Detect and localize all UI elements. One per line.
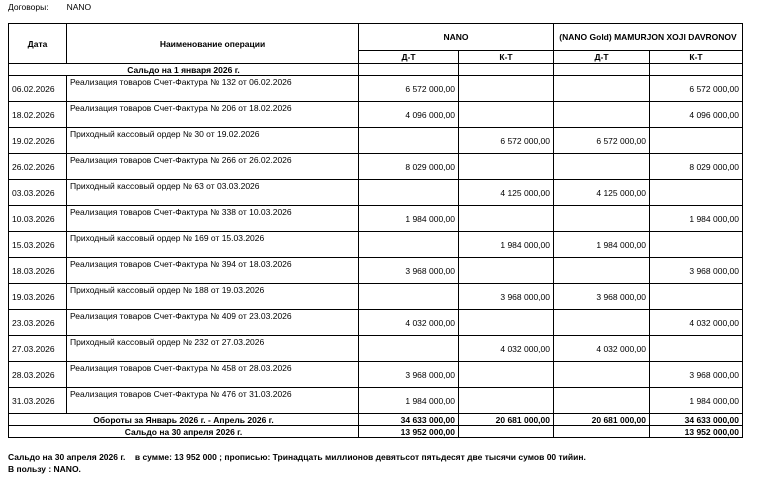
opening-d2 <box>554 64 650 76</box>
row-date: 19.03.2026 <box>9 284 67 310</box>
table-row <box>9 206 743 232</box>
row-party2-debit: 4 125 000,00 <box>554 180 650 206</box>
row-party2-debit <box>554 258 650 284</box>
row-date: 31.03.2026 <box>9 388 67 414</box>
row-party1-credit <box>459 154 554 180</box>
row-operation: Приходный кассовый ордер № 30 от 19.02.2026 <box>67 128 359 154</box>
row-party2-debit <box>554 76 650 102</box>
row-party2-debit <box>554 206 650 232</box>
table-row <box>9 388 743 414</box>
row-party2-credit: 6 572 000,00 <box>650 76 743 102</box>
table-row <box>9 128 743 154</box>
table-row <box>9 180 743 206</box>
row-party2-credit: 1 984 000,00 <box>650 206 743 232</box>
row-operation: Приходный кассовый ордер № 63 от 03.03.2026 <box>67 180 359 206</box>
turnover-c2: 34 633 000,00 <box>650 414 743 426</box>
row-party1-credit <box>459 76 554 102</box>
turnover-row <box>9 414 743 426</box>
row-party2-credit <box>650 284 743 310</box>
row-party2-credit <box>650 232 743 258</box>
row-operation: Реализация товаров Счет-Фактура № 476 от 31.03.2026 <box>67 388 359 414</box>
row-party2-debit: 6 572 000,00 <box>554 128 650 154</box>
row-operation: Приходный кассовый ордер № 169 от 15.03.2026 <box>67 232 359 258</box>
table-row <box>9 336 743 362</box>
table-row <box>9 362 743 388</box>
row-date: 23.03.2026 <box>9 310 67 336</box>
table-row <box>9 102 743 128</box>
opening-balance-row <box>9 64 743 76</box>
reconciliation-table <box>8 23 743 438</box>
row-party1-debit: 8 029 000,00 <box>359 154 459 180</box>
row-party2-debit: 4 032 000,00 <box>554 336 650 362</box>
col-party1-credit: К-Т <box>459 51 554 64</box>
row-operation: Реализация товаров Счет-Фактура № 409 от 23.03.2026 <box>67 310 359 336</box>
row-party1-credit: 4 125 000,00 <box>459 180 554 206</box>
row-date: 06.02.2026 <box>9 76 67 102</box>
row-party2-debit <box>554 362 650 388</box>
col-party1-header: NANO <box>359 24 554 51</box>
closing-d1: 13 952 000,00 <box>359 426 459 438</box>
row-party1-debit <box>359 128 459 154</box>
row-date: 03.03.2026 <box>9 180 67 206</box>
row-party1-debit: 4 096 000,00 <box>359 102 459 128</box>
col-operation-header: Наименование операции <box>67 24 359 64</box>
row-party2-credit <box>650 336 743 362</box>
row-party1-debit: 3 968 000,00 <box>359 258 459 284</box>
row-party1-credit <box>459 362 554 388</box>
row-party2-credit: 1 984 000,00 <box>650 388 743 414</box>
row-party2-debit <box>554 102 650 128</box>
row-date: 18.03.2026 <box>9 258 67 284</box>
row-operation: Приходный кассовый ордер № 232 от 27.03.2026 <box>67 336 359 362</box>
closing-c2: 13 952 000,00 <box>650 426 743 438</box>
table-row <box>9 232 743 258</box>
row-operation: Приходный кассовый ордер № 188 от 19.03.2026 <box>67 284 359 310</box>
summary-line: Сальдо на 30 апреля 2026 г. в сумме: 13 952 000 ; прописью: Тринадцать миллионов девятьсот пятьдесят две тысячи сумов 00 тийин. <box>8 452 586 462</box>
col-party2-debit: Д-Т <box>554 51 650 64</box>
turnover-d1: 34 633 000,00 <box>359 414 459 426</box>
row-party2-credit: 4 096 000,00 <box>650 102 743 128</box>
row-party2-debit: 3 968 000,00 <box>554 284 650 310</box>
row-party2-credit <box>650 180 743 206</box>
row-party1-debit: 1 984 000,00 <box>359 388 459 414</box>
closing-label: Сальдо на 30 апреля 2026 г. <box>9 426 359 438</box>
row-party1-debit <box>359 180 459 206</box>
row-party2-debit <box>554 310 650 336</box>
table-row <box>9 154 743 180</box>
row-date: 15.03.2026 <box>9 232 67 258</box>
row-date: 10.03.2026 <box>9 206 67 232</box>
row-operation: Реализация товаров Счет-Фактура № 458 от 28.03.2026 <box>67 362 359 388</box>
row-party1-credit: 1 984 000,00 <box>459 232 554 258</box>
col-party1-debit: Д-Т <box>359 51 459 64</box>
opening-balance-label: Сальдо на 1 января 2026 г. <box>9 64 359 76</box>
row-party2-debit <box>554 388 650 414</box>
summary-footer <box>8 451 586 475</box>
in-favor-line: В пользу : NANO. <box>8 464 81 474</box>
row-operation: Реализация товаров Счет-Фактура № 338 от 10.03.2026 <box>67 206 359 232</box>
row-party1-credit <box>459 388 554 414</box>
closing-balance-row <box>9 426 743 438</box>
contracts-value: NANO <box>66 2 92 12</box>
opening-d1 <box>359 64 459 76</box>
row-operation: Реализация товаров Счет-Фактура № 132 от 06.02.2026 <box>67 76 359 102</box>
closing-d2 <box>554 426 650 438</box>
turnover-d2: 20 681 000,00 <box>554 414 650 426</box>
row-date: 28.03.2026 <box>9 362 67 388</box>
row-party1-credit <box>459 206 554 232</box>
row-party1-debit: 1 984 000,00 <box>359 206 459 232</box>
row-party1-debit <box>359 284 459 310</box>
row-party1-debit <box>359 232 459 258</box>
row-party2-credit <box>650 128 743 154</box>
closing-c1 <box>459 426 554 438</box>
row-party1-debit: 3 968 000,00 <box>359 362 459 388</box>
row-party2-credit: 8 029 000,00 <box>650 154 743 180</box>
opening-c2 <box>650 64 743 76</box>
row-party2-debit: 1 984 000,00 <box>554 232 650 258</box>
opening-c1 <box>459 64 554 76</box>
contracts-header <box>8 2 91 12</box>
row-party1-debit: 6 572 000,00 <box>359 76 459 102</box>
turnover-c1: 20 681 000,00 <box>459 414 554 426</box>
row-party1-credit: 3 968 000,00 <box>459 284 554 310</box>
row-operation: Реализация товаров Счет-Фактура № 266 от 26.02.2026 <box>67 154 359 180</box>
row-date: 19.02.2026 <box>9 128 67 154</box>
row-party2-debit <box>554 154 650 180</box>
row-party2-credit: 3 968 000,00 <box>650 258 743 284</box>
row-party1-debit <box>359 336 459 362</box>
table-row <box>9 258 743 284</box>
contracts-label: Договоры: <box>8 2 49 12</box>
col-party2-credit: К-Т <box>650 51 743 64</box>
row-operation: Реализация товаров Счет-Фактура № 206 от 18.02.2026 <box>67 102 359 128</box>
turnover-label: Обороты за Январь 2026 г. - Апрель 2026 г. <box>9 414 359 426</box>
row-party2-credit: 3 968 000,00 <box>650 362 743 388</box>
row-party1-credit <box>459 258 554 284</box>
row-date: 27.03.2026 <box>9 336 67 362</box>
row-party1-credit <box>459 310 554 336</box>
table-row <box>9 310 743 336</box>
row-party1-credit: 6 572 000,00 <box>459 128 554 154</box>
row-date: 18.02.2026 <box>9 102 67 128</box>
row-party1-credit: 4 032 000,00 <box>459 336 554 362</box>
row-party2-credit: 4 032 000,00 <box>650 310 743 336</box>
col-date-header: Дата <box>9 24 67 64</box>
col-party2-header: (NANO Gold) MAMURJON XOJI DAVRONOV <box>554 24 743 51</box>
table-row <box>9 284 743 310</box>
row-party1-debit: 4 032 000,00 <box>359 310 459 336</box>
row-party1-credit <box>459 102 554 128</box>
table-row <box>9 76 743 102</box>
row-date: 26.02.2026 <box>9 154 67 180</box>
row-operation: Реализация товаров Счет-Фактура № 394 от 18.03.2026 <box>67 258 359 284</box>
